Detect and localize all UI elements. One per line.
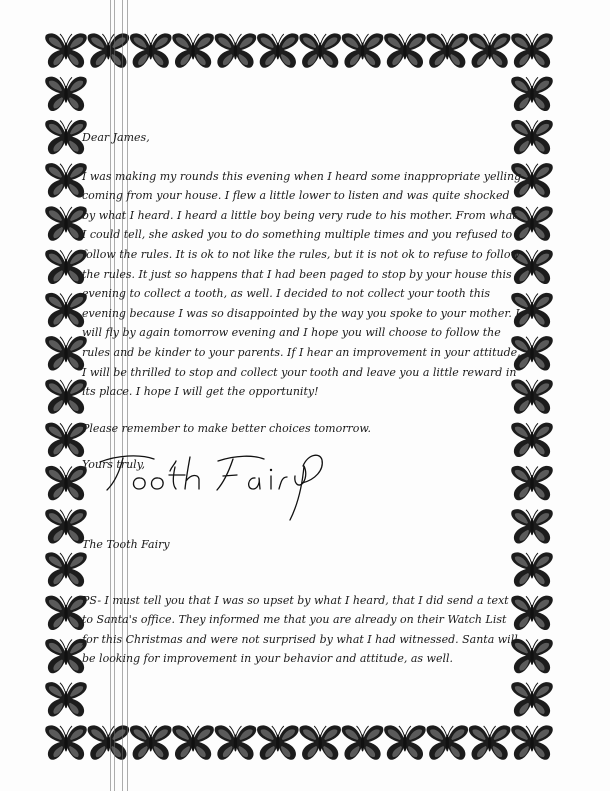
butterfly-icon — [45, 466, 87, 500]
butterfly-icon — [45, 596, 87, 630]
letter-text — [82, 128, 522, 669]
butterfly-icon — [257, 725, 299, 759]
butterfly-icon — [45, 682, 87, 716]
butterfly-icon — [45, 206, 87, 240]
letter-body-paragraph: Please remember to make better choices tomorrow. — [82, 421, 371, 435]
butterfly-icon — [511, 682, 553, 716]
butterfly-icon — [427, 725, 469, 759]
butterfly-icon — [130, 33, 172, 67]
letter-sign-off: The Tooth Fairy — [82, 537, 170, 551]
butterfly-icon — [45, 120, 87, 154]
butterfly-icon — [511, 725, 553, 759]
handwritten-signature — [96, 448, 326, 526]
butterfly-icon — [511, 33, 553, 67]
butterfly-icon — [45, 163, 87, 197]
butterfly-icon — [45, 552, 87, 586]
butterfly-icon — [342, 725, 384, 759]
butterfly-icon — [45, 250, 87, 284]
butterfly-icon — [45, 509, 87, 543]
butterfly-icon — [45, 379, 87, 413]
butterfly-icon — [45, 639, 87, 673]
butterfly-icon — [215, 725, 257, 759]
butterfly-icon — [469, 33, 511, 67]
butterfly-icon — [299, 725, 341, 759]
letter-closing: Yours truly, — [82, 458, 145, 472]
butterfly-icon — [257, 33, 299, 67]
butterfly-icon — [342, 33, 384, 67]
butterfly-icon — [384, 33, 426, 67]
butterfly-icon — [215, 33, 257, 67]
butterfly-icon — [511, 77, 553, 111]
butterfly-icon — [45, 725, 87, 759]
butterfly-icon — [172, 33, 214, 67]
butterfly-icon — [299, 33, 341, 67]
butterfly-icon — [172, 725, 214, 759]
butterfly-icon — [45, 33, 87, 67]
letter-postscript: PS- I must tell you that I was so upset by what I heard, that I did send a text to Santa's office. They informed me that you are already on their Watch List for this Christmas and were not surprised by what I had witnessed. Santa will be looking for improvement in your behavior and attitude, as well. — [82, 593, 518, 666]
letter-body-paragraph: I was making my rounds this evening when I heard some inappropriate yelling coming from your house. I flew a little lower to listen and was quite shocked by what I heard. I heard a little boy being very rude to his mother. From what I could tell, she asked you to do something multiple times and you refused to follow the rules. It is ok to not like the rules, but it is not ok to refuse to follow the rules. It just so happens that I had been paged to stop by your house this evening to collect a tooth, as well. I decided to not collect your tooth this evening because I was so disappointed by the way you spoke to your mother. I will fly by again tomorrow evening and I hope you will choose to follow the rules and be kinder to your parents. If I hear an improvement in your attitude, I will be thrilled to stop and collect your tooth and leave you a little reward in its place. I hope I will get the opportunity! — [82, 169, 522, 399]
letter-greeting: Dear James, — [82, 131, 150, 144]
butterfly-icon — [45, 293, 87, 327]
butterfly-icon — [45, 423, 87, 457]
butterfly-icon — [469, 725, 511, 759]
butterfly-icon — [45, 336, 87, 370]
butterfly-icon — [45, 77, 87, 111]
butterfly-icon — [130, 725, 172, 759]
butterfly-icon — [427, 33, 469, 67]
butterfly-icon — [384, 725, 426, 759]
